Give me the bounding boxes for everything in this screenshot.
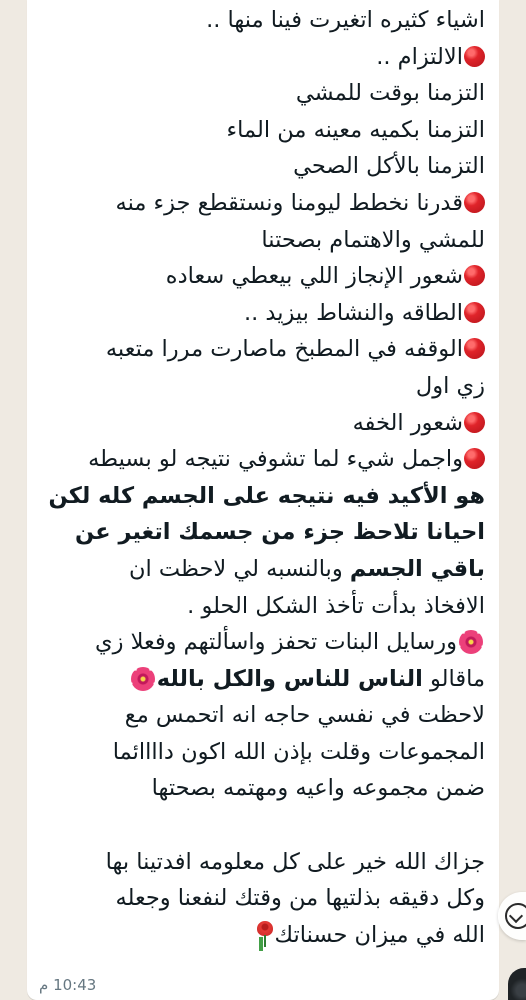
message-line xyxy=(35,112,485,149)
line-text: اشياء كثيره اتغيرت فينا منها .. xyxy=(206,7,485,33)
line-text: شعور الإنجاز اللي بيعطي سعاده xyxy=(165,263,463,290)
red-circle-icon xyxy=(464,302,485,323)
rose-icon xyxy=(255,921,275,947)
message-line xyxy=(35,368,485,405)
message-line xyxy=(35,588,485,625)
line-text: الوقفه في المطبخ ماصارت مررا متعبه xyxy=(105,336,463,363)
line-text: الافخاذ بدأت تأخذ الشكل الحلو . xyxy=(187,592,485,619)
message-line xyxy=(35,441,485,478)
line-text: زي اول xyxy=(415,372,485,399)
line-text: التزمنا بوقت للمشي xyxy=(295,80,485,107)
avatar[interactable] xyxy=(508,968,526,1000)
message-line xyxy=(35,331,485,368)
message-line xyxy=(35,734,485,771)
message-line xyxy=(35,917,485,954)
line-text: التزمنا بالأكل الصحي xyxy=(293,153,485,180)
line-text: ورسايل البنات تحفز واسألتهم وفعلا زي xyxy=(95,629,457,656)
hibiscus-icon xyxy=(459,630,483,654)
red-circle-icon xyxy=(464,192,485,213)
red-circle-icon xyxy=(464,448,485,469)
line-text: ماقالو xyxy=(422,665,485,692)
line-text: للمشي والاهتمام بصحتنا xyxy=(261,226,485,253)
message-line xyxy=(35,148,485,185)
line-text: هو الأكيد فيه نتيجه على الجسم كله لكن xyxy=(48,482,485,509)
line-text: الالتزام .. xyxy=(376,43,463,70)
bold-text: باقي الجسم xyxy=(349,555,485,582)
message-line xyxy=(35,478,485,515)
message-line xyxy=(35,551,485,588)
hibiscus-icon xyxy=(131,667,155,691)
line-text: المجموعات وقلت بإذن الله اكون داااائما xyxy=(112,738,485,765)
message-line xyxy=(35,770,485,807)
line-text: لاحظت في نفسي حاجه انه اتحمس مع xyxy=(124,702,485,729)
message-line xyxy=(35,880,485,917)
red-circle-icon xyxy=(464,265,485,286)
red-circle-icon xyxy=(464,46,485,67)
message-line xyxy=(35,697,485,734)
message-line xyxy=(35,185,485,222)
message-line xyxy=(35,75,485,112)
message-timestamp: 10:43 م xyxy=(39,976,97,994)
line-text: الله في ميزان حسناتك xyxy=(274,921,485,948)
message-line xyxy=(35,661,485,698)
message-text xyxy=(35,2,485,953)
message-line xyxy=(35,295,485,332)
line-text: قدرنا نخطط ليومنا ونستقطع جزء منه xyxy=(115,189,463,216)
red-circle-icon xyxy=(464,338,485,359)
message-line xyxy=(35,844,485,881)
line-text: جزاك الله خير على كل معلومه افدتينا بها xyxy=(105,848,485,875)
blank-line xyxy=(35,807,485,844)
line-text: ضمن مجموعه واعيه ومهتمه بصحتها xyxy=(151,775,485,802)
message-line xyxy=(35,258,485,295)
bold-text: الناس للناس والكل بالله xyxy=(156,665,423,692)
line-text: وبالنسبه لي لاحظت ان xyxy=(129,555,350,582)
message-line xyxy=(35,222,485,259)
message-line xyxy=(35,514,485,551)
message-line xyxy=(35,39,485,76)
line-text: وكل دقيقه بذلتيها من وقتك لنفعنا وجعله xyxy=(115,885,485,912)
line-text: التزمنا بكميه معينه من الماء xyxy=(226,116,485,143)
message-line xyxy=(35,2,485,39)
line-text: الطاقه والنشاط بيزيد .. xyxy=(243,299,463,326)
line-text: احيانا تلاحظ جزء من جسمك اتغير عن xyxy=(75,519,485,546)
message-line xyxy=(35,624,485,661)
red-circle-icon xyxy=(464,412,485,433)
line-text: واجمل شيء لما تشوفي نتيجه لو بسيطه xyxy=(88,446,463,473)
message-line xyxy=(35,405,485,442)
message-bubble[interactable] xyxy=(27,0,499,1000)
line-text: شعور الخفه xyxy=(352,409,463,436)
